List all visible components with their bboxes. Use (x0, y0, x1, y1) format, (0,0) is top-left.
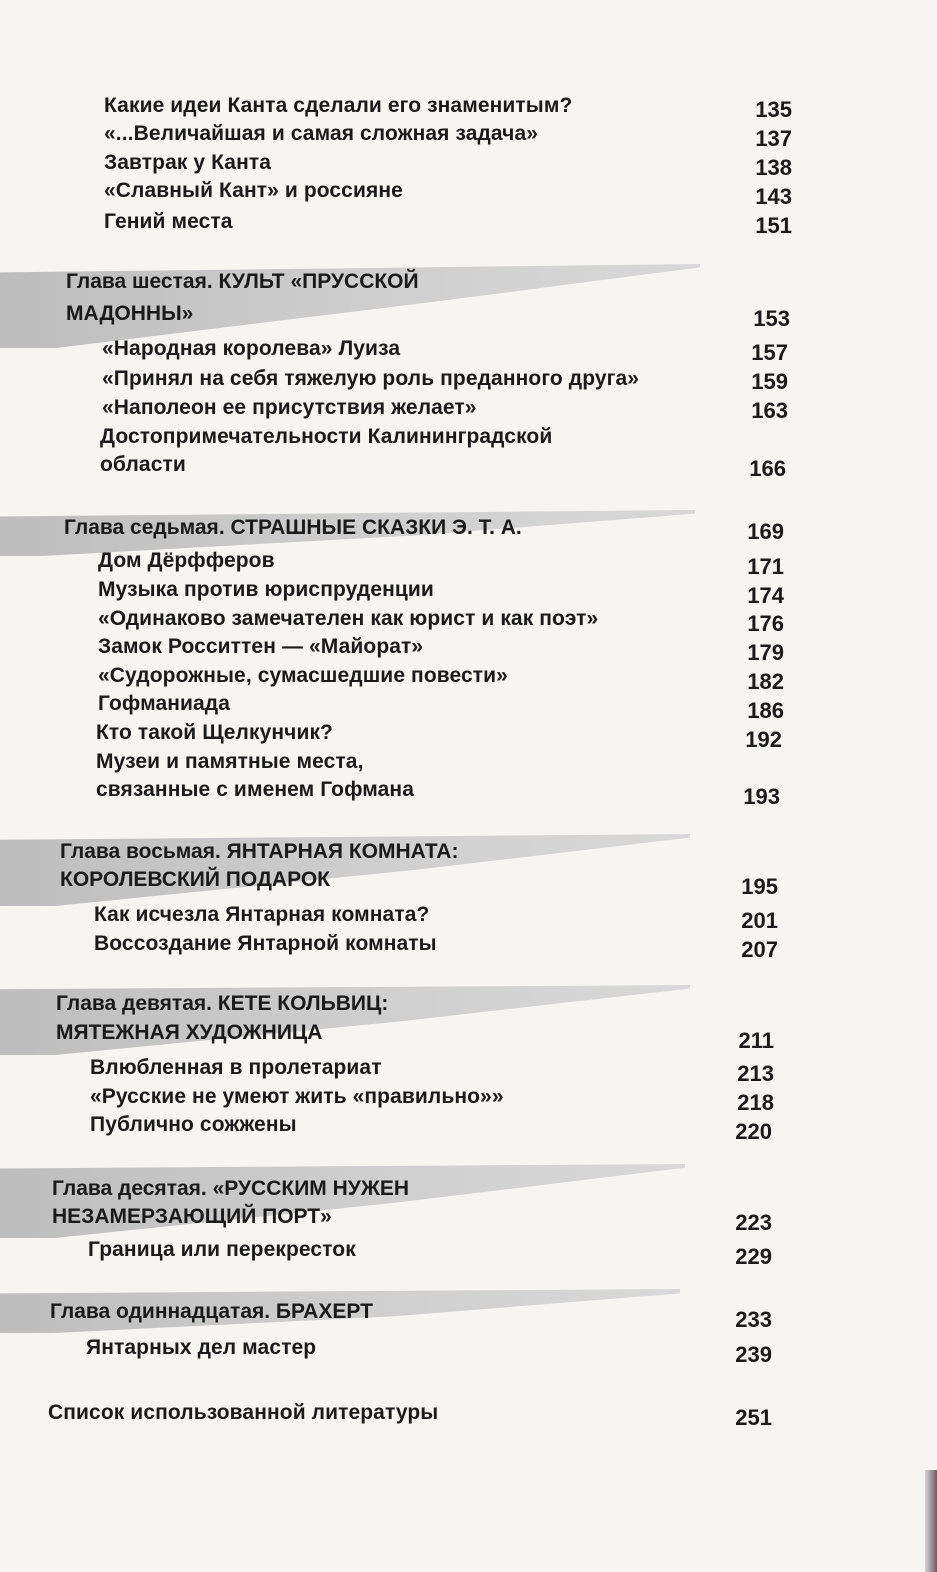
toc-entry-title: Кто такой Щелкунчик? (96, 721, 333, 744)
toc-entry-page: 143 (755, 184, 792, 209)
chapter-page: 211 (738, 1028, 774, 1053)
chapter-page: 223 (735, 1210, 772, 1235)
toc-entry-title: «Одинаково замечателен как юрист и как поэт» (98, 607, 599, 630)
chapter-title: МЯТЕЖНАЯ ХУДОЖНИЦА (56, 1021, 323, 1044)
toc-entry-page: 166 (749, 456, 786, 481)
chapter-page: 153 (753, 306, 790, 331)
toc-entry-page: 220 (735, 1119, 772, 1144)
toc-entry-page: 186 (747, 698, 784, 723)
toc-entry-title: «Народная королева» Луиза (102, 337, 401, 360)
chapter-page: 195 (741, 874, 778, 899)
toc-entry-title: Достопримечательности Калининградской (100, 425, 553, 448)
toc-entry-page: 159 (751, 369, 788, 394)
toc-entry-title: Какие идеи Канта сделали его знаменитым? (104, 94, 573, 117)
chapter-title: Глава одиннадцатая. БРАХЕРТ (50, 1300, 373, 1323)
bibliography-page: 251 (735, 1405, 772, 1430)
chapter-title: МАДОННЫ» (66, 302, 194, 325)
chapter-title: КОРОЛЕВСКИЙ ПОДАРОК (60, 868, 330, 891)
toc-entry-page: 207 (741, 937, 778, 962)
toc-entry-title: связанные с именем Гофмана (96, 778, 414, 801)
chapter-title: Глава десятая. «РУССКИМ НУЖЕН (52, 1177, 409, 1200)
toc-entry-page: 229 (735, 1244, 772, 1269)
toc-entry-title: Воссоздание Янтарной комнаты (94, 932, 437, 955)
bibliography-title: Список использованной литературы (48, 1401, 439, 1424)
toc-entry-page: 137 (755, 126, 792, 151)
page-edge (925, 1470, 937, 1572)
toc-entry-title: Граница или перекресток (88, 1238, 356, 1261)
chapter-title: НЕЗАМЕРЗАЮЩИЙ ПОРТ» (52, 1205, 332, 1228)
toc-entry-page: 192 (745, 727, 782, 752)
toc-entry-page: 163 (751, 398, 788, 423)
toc-entry-page: 182 (747, 669, 784, 694)
toc-entry-page: 151 (755, 213, 792, 238)
chapter-page: 169 (747, 519, 784, 544)
toc-entry-page: 218 (737, 1090, 774, 1115)
toc-entry-title: Дом Дёрфферов (98, 549, 275, 572)
toc-entry-title: Музеи и памятные места, (96, 750, 364, 773)
toc-entry-title: «Славный Кант» и россияне (104, 179, 403, 202)
toc-entry-page: 171 (747, 554, 784, 579)
toc-entry-page: 135 (755, 97, 792, 122)
toc-entry-page: 174 (747, 583, 784, 608)
toc-entry-title: Гений места (104, 210, 233, 233)
toc-entry-page: 239 (735, 1342, 772, 1367)
toc-entry-title: Янтарных дел мастер (86, 1336, 317, 1359)
toc-entry-title: «Русские не умеют жить «правильно»» (90, 1085, 504, 1108)
toc-entry-page: 179 (747, 640, 784, 665)
toc-entry-page: 138 (755, 155, 792, 180)
toc-entry-title: Замок Росситтен — «Майорат» (98, 635, 424, 658)
toc-entry-page: 201 (741, 908, 778, 933)
toc-entry-page: 193 (743, 784, 780, 809)
toc-entry-title: Завтрак у Канта (104, 151, 272, 174)
chapter-page: 233 (735, 1307, 772, 1332)
toc-entry-title: «Судорожные, сумасшедшие повести» (98, 664, 508, 687)
toc-entry-title: Как исчезла Янтарная комната? (94, 903, 430, 926)
toc-entry-page: 213 (737, 1061, 774, 1086)
toc-entry-title: «...Величайшая и самая сложная задача» (104, 122, 539, 145)
toc-entry-page: 157 (751, 340, 788, 365)
chapter-title: Глава девятая. КЕТЕ КОЛЬВИЦ: (56, 992, 389, 1015)
toc-entry-title: области (100, 453, 186, 476)
toc-entry-page: 176 (747, 611, 784, 636)
toc-entry-title: Публично сожжены (90, 1113, 297, 1136)
toc-entry-title: Влюбленная в пролетариат (90, 1056, 382, 1079)
toc-entry-title: «Наполеон ее присутствия желает» (102, 396, 477, 419)
chapter-title: Глава шестая. КУЛЬТ «ПРУССКОЙ (66, 270, 419, 293)
toc-entry-title: Музыка против юриспруденции (98, 578, 434, 601)
toc-entry-title: «Принял на себя тяжелую роль преданного друга» (102, 367, 640, 390)
chapter-title: Глава седьмая. СТРАШНЫЕ СКАЗКИ Э. Т. А. (64, 516, 522, 539)
toc-entry-title: Гофманиада (98, 692, 231, 715)
chapter-title: Глава восьмая. ЯНТАРНАЯ КОМНАТА: (60, 840, 459, 863)
